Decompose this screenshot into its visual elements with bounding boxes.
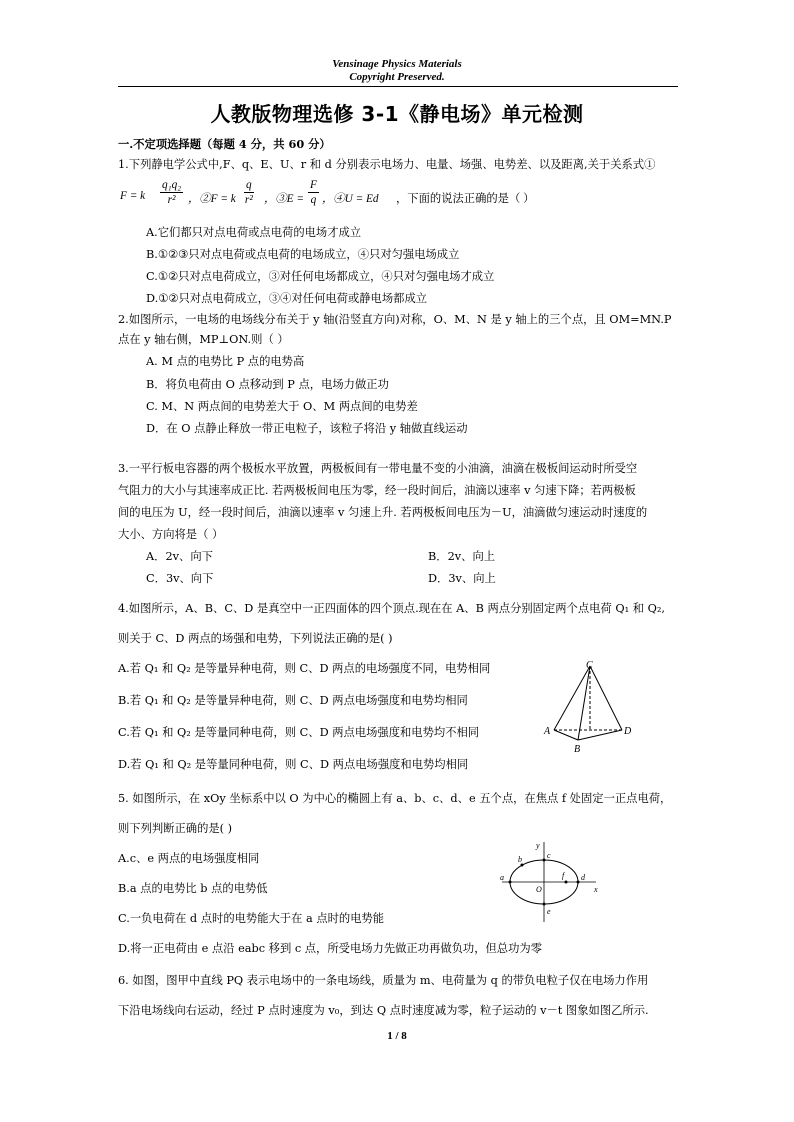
q4-option-d: D.若 Q₁ 和 Q₂ 是等量同种电荷，则 C、D 两点电场强度和电势均相同 — [118, 758, 469, 771]
q1-option-c: C.①②只对点电荷成立，③对任何电场都成立，④只对匀强电场才成立 — [146, 270, 495, 283]
q1-stem: 1.下列静电学公式中,F、q、E、U、r 和 d 分别表示电场力、电量、场强、电势差、以及距离,关于关系式① — [118, 158, 656, 171]
q4-option-c: C.若 Q₁ 和 Q₂ 是等量同种电荷，则 C、D 两点电场强度和电势均不相同 — [118, 726, 480, 739]
q3-line-4: 大小、方向将是（ ） — [118, 528, 224, 541]
label-c: c — [547, 851, 551, 860]
section-heading: 一.不定项选择题（每题 4 分，共 60 分） — [118, 137, 331, 151]
q1-option-d: D.①②只对点电荷成立，③④对任何电荷或静电场都成立 — [146, 292, 428, 305]
q3-option-b: B．2v、向上 — [428, 550, 496, 563]
q2-option-b: B．将负电荷由 O 点移动到 P 点，电场力做正功 — [146, 378, 389, 391]
q5-stem-line-1: 5. 如图所示，在 xOy 坐标系中以 O 为中心的椭圆上有 a、b、c、d、e 五个点，在焦点 f 处固定一正点电荷， — [118, 792, 672, 805]
edge-bd — [578, 730, 622, 740]
header-rule — [118, 86, 678, 87]
label-e: e — [547, 907, 551, 916]
q2-stem-line-2: 点在 y 轴右侧，MP⊥ON.则（ ） — [118, 333, 289, 346]
q2-option-d: D．在 O 点静止释放一带正电粒子，该粒子将沿 y 轴做直线运动 — [146, 422, 468, 435]
q4-stem-line-2: 则关于 C、D 两点的场强和电势，下列说法正确的是( ) — [118, 632, 393, 645]
point-a — [509, 881, 512, 884]
label-f: f — [562, 871, 565, 880]
q5-option-b: B.a 点的电势比 b 点的电势低 — [118, 882, 268, 895]
formula-4: ，④U = Ed — [322, 193, 379, 205]
tetrahedron-figure — [540, 660, 640, 755]
header-line-2: Copyright Preserved. — [349, 71, 445, 83]
q2-stem-line-1: 2.如图所示，一电场的电场线分布关于 y 轴(沿竖直方向)对称，O、M、N 是 y 轴上的三个点，且 OM=MN.P — [118, 313, 672, 326]
formula-3-fraction — [308, 178, 319, 207]
label-a: A — [544, 726, 551, 737]
q3-line-1: 3.一平行板电容器的两个极板水平放置，两极板间有一带电量不变的小油滴，油滴在极板间运动时所受空 — [118, 462, 638, 475]
label-b: B — [574, 744, 581, 755]
q4-stem-line-1: 4.如图所示，A、B、C、D 是真空中一正四面体的四个顶点.现在在 A、B 两点分别固定两个点电荷 Q₁ 和 Q₂, — [118, 602, 665, 615]
q4-option-b: B.若 Q₁ 和 Q₂ 是等量异种电荷，则 C、D 两点电场强度和电势均相同 — [118, 694, 468, 707]
point-c — [543, 859, 546, 862]
point-f — [565, 881, 568, 884]
label-a: a — [500, 873, 504, 882]
q3-option-c: C．3v、向下 — [146, 572, 214, 585]
formula-1-denominator: r² — [167, 194, 176, 206]
q1-option-b: B.①②③只对点电荷或点电荷的电场成立，④只对匀强电场成立 — [146, 248, 460, 261]
q1-formulas — [118, 178, 678, 218]
q3-option-d: D．3v、向上 — [428, 572, 496, 585]
q5-option-d: D.将一正电荷由 e 点沿 eabc 移到 c 点，所受电场力先做正功再做负功，但总功为零 — [118, 942, 542, 955]
ellipse-figure — [496, 838, 606, 924]
formula-2-denominator: r² — [244, 194, 253, 206]
q5-option-c: C.一负电荷在 d 点时的电势能大于在 a 点时的电势能 — [118, 912, 385, 925]
q3-line-2: 气阻力的大小与其速率成正比. 若两极板间电压为零，经一段时间后，油滴以速率 v 匀速下降；若两极板 — [118, 484, 636, 497]
q4-option-a: A.若 Q₁ 和 Q₂ 是等量异种电荷，则 C、D 两点的电场强度不同，电势相同 — [118, 662, 491, 675]
q6-line-1: 6. 如图，图甲中直线 PQ 表示电场中的一条电场线，质量为 m、电荷量为 q 的带负电粒子仅在电场力作用 — [118, 974, 649, 987]
label-c: C — [586, 660, 593, 671]
formula-3-denominator: q — [310, 194, 317, 206]
q2-option-a: A. M 点的电势比 P 点的电势高 — [146, 355, 305, 368]
q3-line-3: 间的电压为 U，经一段时间后，油滴以速率 v 匀速上升. 若两极板间电压为－U，油滴做匀速运动时速度的 — [118, 506, 648, 519]
page-number: 1 / 8 — [387, 1030, 407, 1042]
label-o: O — [536, 885, 542, 894]
label-d: D — [624, 726, 632, 737]
q3-option-a: A．2v、向下 — [146, 550, 213, 563]
edge-ab — [554, 730, 578, 740]
header-line-1: Vensinage Physics Materials — [332, 58, 462, 70]
point-d — [577, 881, 580, 884]
formula-1-fraction — [160, 178, 183, 207]
label-d: d — [581, 873, 585, 882]
edge-cd — [590, 666, 622, 730]
q5-option-a: A.c、e 两点的电场强度相同 — [118, 852, 260, 865]
q2-option-c: C. M、N 两点间的电势差大于 O、M 两点间的电势差 — [146, 400, 418, 413]
label-y: y — [536, 841, 540, 850]
formula-2-numerator: q — [246, 179, 252, 191]
formula-3-lhs: ，③E = — [264, 193, 304, 205]
formula-2-lhs: ，②F = k — [188, 193, 236, 205]
label-b: b — [518, 855, 522, 864]
point-e — [543, 903, 546, 906]
formula-3-numerator: F — [310, 179, 317, 191]
q1-tail: ，下面的说法正确的是（ ） — [396, 193, 535, 205]
label-x: x — [594, 885, 598, 894]
formula-1-lhs: F = k — [120, 190, 146, 202]
formula-2-fraction — [244, 178, 254, 207]
page-title: 人教版物理选修 3-1《静电场》单元检测 — [210, 102, 584, 126]
q1-option-a: A.它们都只对点电荷或点电荷的电场才成立 — [146, 226, 362, 239]
q5-stem-line-2: 则下列判断正确的是( ) — [118, 822, 233, 835]
q6-line-2: 下沿电场线向右运动，经过 P 点时速度为 v₀，到达 Q 点时速度减为零，粒子运动的 v－t 图象如图乙所示. — [118, 1004, 649, 1017]
formula-1-numerator: q₁q₂ — [162, 179, 182, 191]
